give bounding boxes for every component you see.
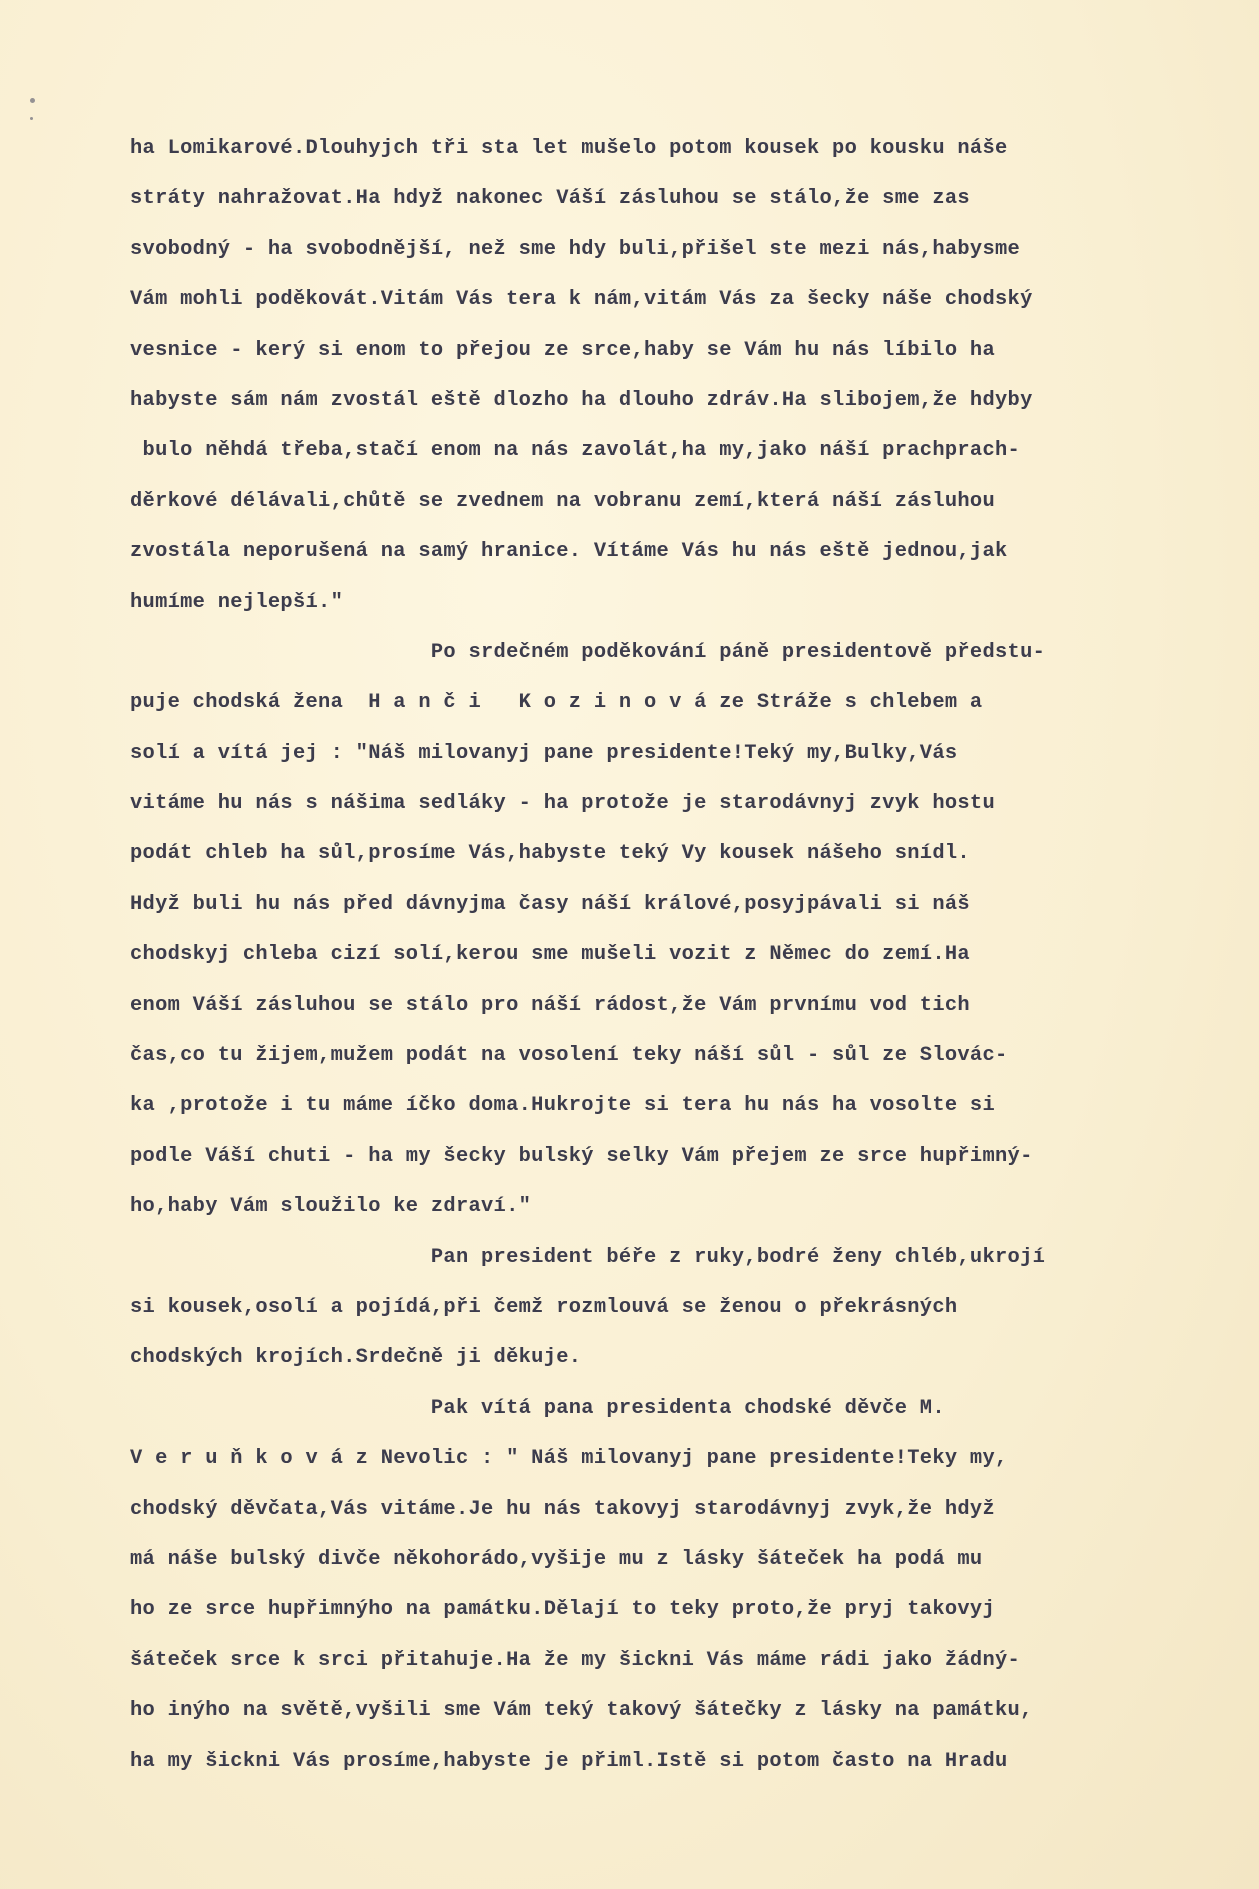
text-line: ho ze srce hupřimnýho na památku.Dělají to teky proto,že pryj takovyj bbox=[130, 1598, 996, 1622]
text-line: habyste sám nám zvostál eště dlozho ha dlouho zdráv.Ha slibojem,že hdyby bbox=[130, 388, 1033, 412]
text-line: Hdyž buli hu nás před dávnyjma časy náší králové,posyjpávali si náš bbox=[130, 892, 970, 916]
text-line: puje chodská žena H a n č i K o z i n o v á ze Stráže s chlebem a bbox=[130, 691, 983, 715]
text-line: vitáme hu nás s nášima sedláky - ha protože je starodávnyj zvyk hostu bbox=[130, 792, 996, 816]
text-line: ha Lomikarové.Dlouhyjch tři sta let mušelo potom kousek po kousku náše bbox=[130, 137, 1008, 160]
text-line: svobodný - ha svobodnější, než sme hdy buli,přišel ste mezi nás,habysme bbox=[130, 237, 1021, 261]
text-line: ho,haby Vám sloužilo ke zdraví." bbox=[130, 1195, 532, 1219]
text-line: V e r u ň k o v á z Nevolic : " Náš milovanyj pane presidente!Teky my, bbox=[130, 1447, 1008, 1471]
text-line: zvostála neporušená na samý hranice. Vítáme Vás hu nás eště jednou,jak bbox=[130, 540, 1008, 564]
text-line: děrkové délávali,chůtě se zvednem na vobranu zemí,která náší zásluhou bbox=[130, 489, 996, 513]
document-body bbox=[130, 124, 1220, 1787]
text-line: solí a vítá jej : "Náš milovanyj pane presidente!Teký my,Bulky,Vás bbox=[130, 741, 958, 765]
text-line: Pan president béře z ruky,bodré ženy chléb,ukrojí bbox=[130, 1245, 1046, 1269]
text-line: humíme nejlepší." bbox=[130, 590, 344, 614]
text-line: ha my šickni Vás prosíme,habyste je přiml.Istě si potom často na Hradu bbox=[130, 1749, 1008, 1773]
text-line: podle Váší chuti - ha my šecky bulský selky Vám přejem ze srce hupřimný- bbox=[130, 1144, 1033, 1168]
ink-dot bbox=[30, 117, 33, 120]
margin-ink-marks bbox=[30, 98, 40, 134]
text-line: bulo něhdá třeba,stačí enom na nás zavolát,ha my,jako náší prachprach- bbox=[130, 439, 1021, 463]
text-line: enom Váší zásluhou se stálo pro náší rádost,že Vám prvnímu vod tich bbox=[130, 993, 970, 1017]
text-line: chodských krojích.Srdečně ji děkuje. bbox=[130, 1346, 582, 1370]
text-line: podát chleb ha sůl,prosíme Vás,habyste teký Vy kousek nášeho snídl. bbox=[130, 842, 970, 866]
text-line: si kousek,osolí a pojídá,při čemž rozmlouvá se ženou o překrásných bbox=[130, 1295, 958, 1319]
text-line: ho inýho na světě,vyšili sme Vám teký takový šátečky z lásky na památku, bbox=[130, 1699, 1033, 1723]
text-line: čas,co tu žijem,mužem podát na vosolení teky náší sůl - sůl ze Slovác- bbox=[130, 1044, 1008, 1068]
text-line: stráty nahražovat.Ha hdyž nakonec Váší zásluhou se stálo,že sme zas bbox=[130, 187, 970, 211]
text-line: Pak vítá pana presidenta chodské děvče M. bbox=[130, 1396, 945, 1420]
text-line: Vám mohli poděkovát.Vitám Vás tera k nám,vitám Vás za šecky náše chodský bbox=[130, 288, 1033, 312]
text-line: šáteček srce k srci přitahuje.Ha že my šickni Vás máme rádi jako žádný- bbox=[130, 1648, 1021, 1672]
text-line: vesnice - kerý si enom to přejou ze srce,haby se Vám hu nás líbilo ha bbox=[130, 338, 996, 362]
text-line: Po srdečném poděkování páně presidentově předstu- bbox=[130, 640, 1046, 664]
ink-dot bbox=[30, 98, 35, 103]
text-line: má náše bulský divče někohorádo,vyšije mu z lásky šáteček ha podá mu bbox=[130, 1547, 983, 1571]
text-line: ka ,protože i tu máme íčko doma.Hukrojte si tera hu nás ha vosolte si bbox=[130, 1094, 996, 1118]
text-line: chodský děvčata,Vás vitáme.Je hu nás takovyj starodávnyj zvyk,že hdyž bbox=[130, 1497, 996, 1521]
text-line: chodskyj chleba cizí solí,kerou sme mušeli vozit z Němec do zemí.Ha bbox=[130, 943, 970, 967]
